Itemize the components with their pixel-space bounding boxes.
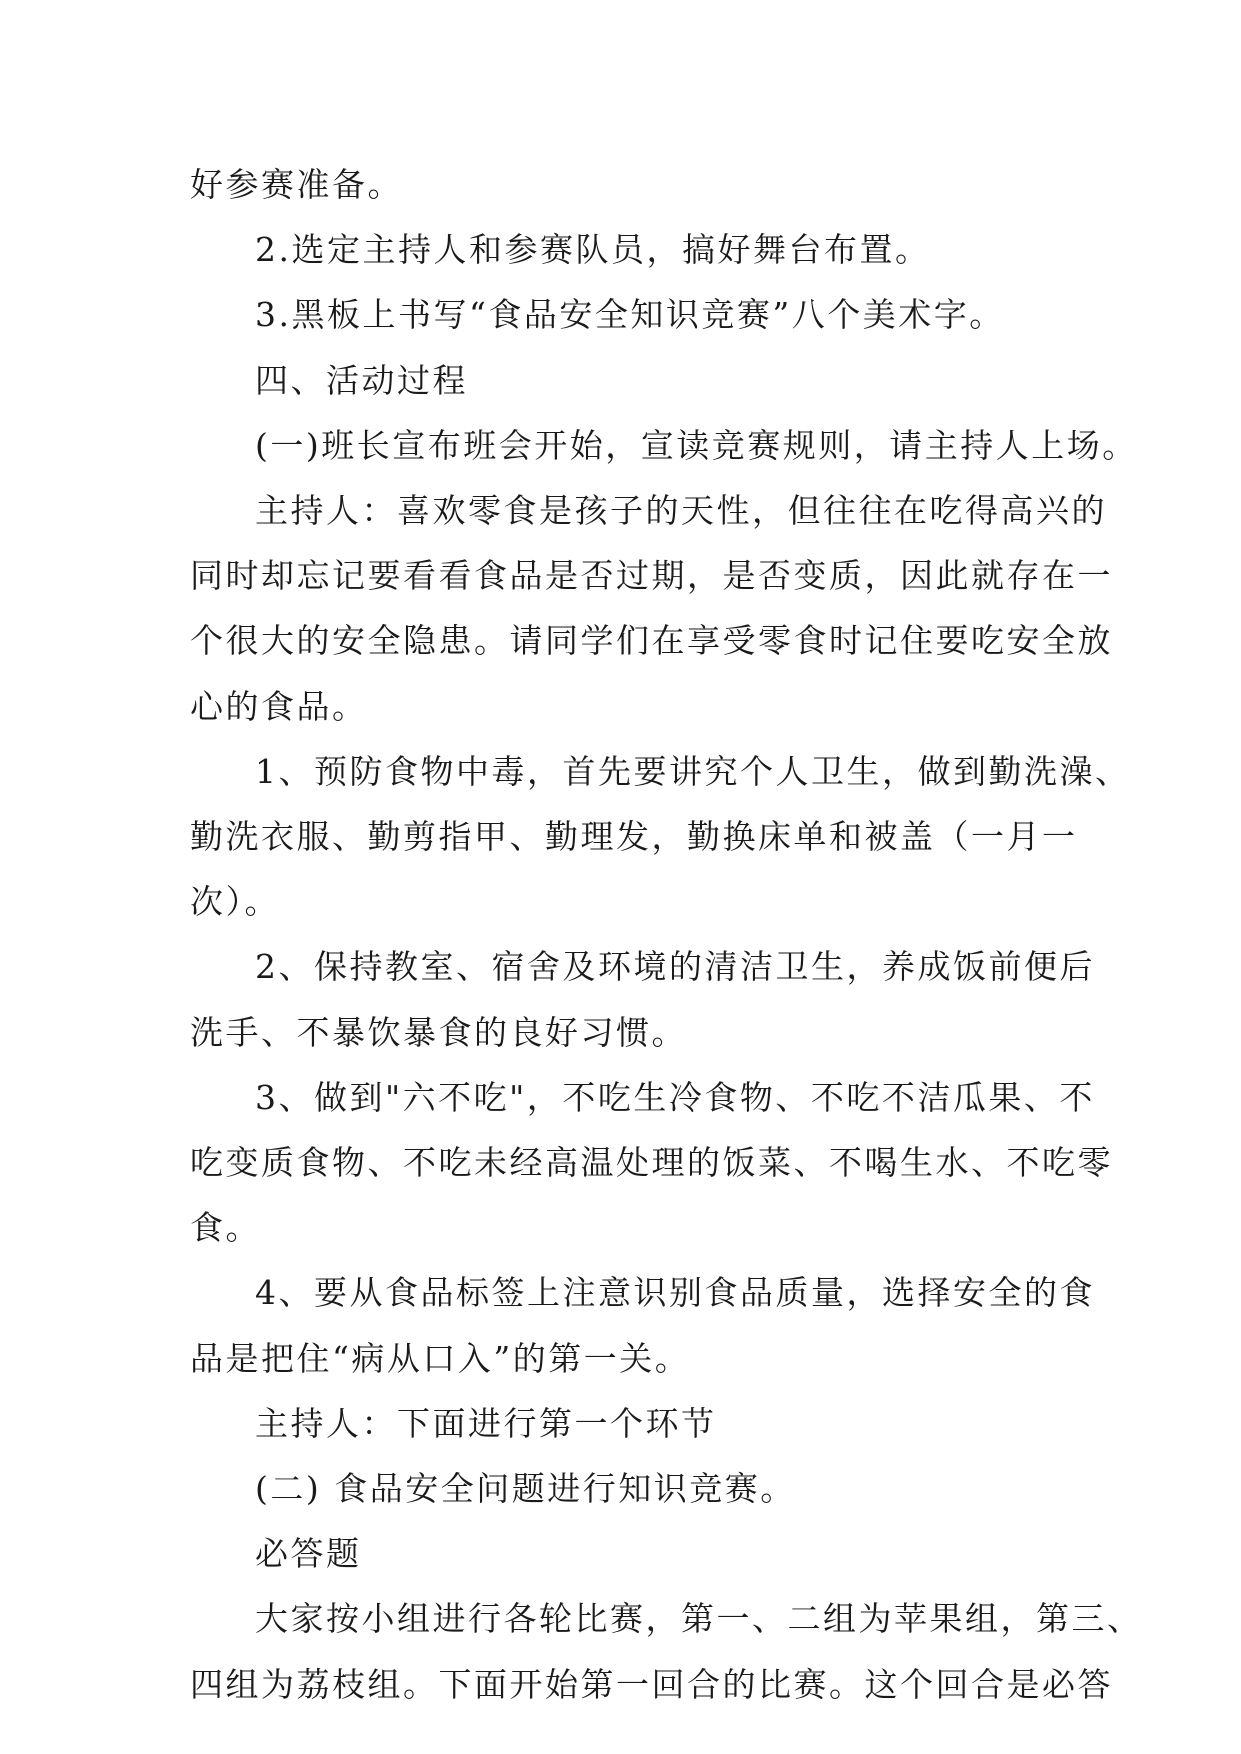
- paragraph-line: 食。: [190, 1208, 261, 1248]
- paragraph-line: 主持人：下面进行第一个环节: [255, 1403, 717, 1443]
- paragraph-line: (二) 食品安全问题进行知识竞赛。: [255, 1469, 796, 1509]
- paragraph-line: 心的食品。: [190, 686, 368, 726]
- paragraph-line: 2、保持教室、宿舍及环境的清洁卫生，养成饭前便后: [255, 947, 1095, 987]
- paragraph-line: 好参赛准备。: [190, 165, 403, 204]
- paragraph-line: 四组为荔枝组。下面开始第一回合的比赛。这个回合是必答: [190, 1664, 1113, 1704]
- paragraph-line: 个很大的安全隐患。请同学们在享受零食时记住要吃安全放: [190, 621, 1113, 661]
- paragraph-line: 2.选定主持人和参赛队员，搞好舞台布置。: [255, 230, 931, 270]
- paragraph-line: 品是把住“病从口入”的第一关。: [190, 1338, 691, 1378]
- paragraph-line: 吃变质食物、不吃未经高温处理的饭菜、不喝生水、不吃零: [190, 1143, 1113, 1183]
- section-heading: 四、活动过程: [255, 360, 468, 400]
- paragraph-line: 主持人：喜欢零食是孩子的天性，但往往在吃得高兴的: [255, 491, 1107, 531]
- paragraph-line: 4、要从食品标签上注意识别食品质量，选择安全的食: [255, 1273, 1095, 1313]
- paragraph-line: 同时却忘记要看看食品是否过期，是否变质，因此就存在一: [190, 556, 1113, 596]
- paragraph-line: 1、预防食物中毒，首先要讲究个人卫生，做到勤洗澡、: [255, 751, 1131, 791]
- paragraph-line: (一)班长宣布班会开始，宣读竞赛规则，请主持人上场。: [255, 425, 1138, 465]
- document-body: [190, 152, 1143, 1717]
- paragraph-line: 次）。: [190, 882, 280, 922]
- paragraph-line: 3.黑板上书写“食品安全知识竞赛”八个美术字。: [255, 295, 1005, 335]
- section-heading: 必答题: [255, 1534, 362, 1574]
- paragraph-line: 3、做到"六不吃"，不吃生冷食物、不吃不洁瓜果、不: [255, 1077, 1095, 1117]
- paragraph-line: 勤洗衣服、勤剪指甲、勤理发，勤换床单和被盖（一月一: [190, 817, 1078, 857]
- paragraph-line: 洗手、不暴饮暴食的良好习惯。: [190, 1012, 687, 1052]
- paragraph-line: 大家按小组进行各轮比赛，第一、二组为苹果组，第三、: [255, 1599, 1143, 1639]
